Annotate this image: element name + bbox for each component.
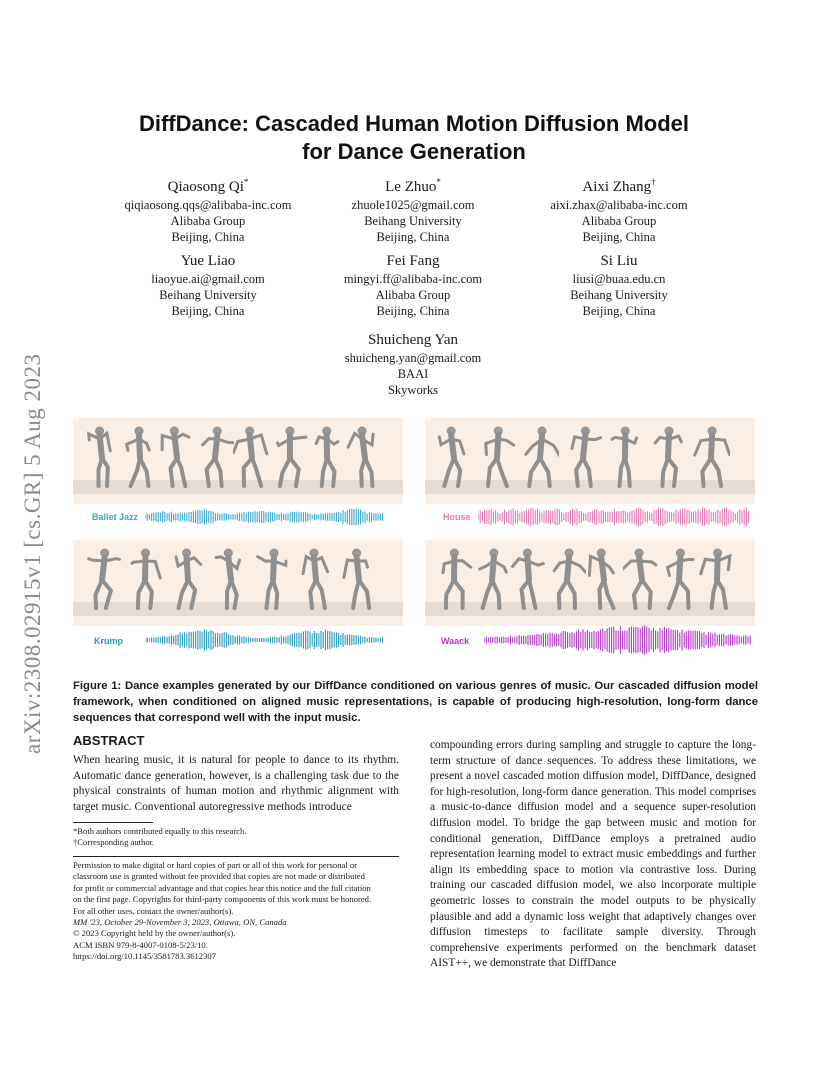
dancer-figure bbox=[126, 546, 164, 617]
permission-line: For all other uses, contact the owner/author(s). bbox=[73, 905, 234, 916]
author-card bbox=[88, 172, 328, 245]
dancer-figure bbox=[196, 424, 234, 495]
arxiv-sidebar bbox=[14, 286, 44, 756]
dancer-figure bbox=[564, 424, 602, 495]
dancer-figure bbox=[585, 546, 623, 617]
author-mark: * bbox=[436, 177, 441, 187]
permission-line: Permission to make digital or hard copies of part or all of this work for personal or bbox=[73, 860, 358, 870]
author-location: Beijing, China bbox=[376, 304, 450, 318]
author-org: Beihang University bbox=[364, 214, 462, 228]
dancer-figure bbox=[623, 546, 661, 617]
waveform-house bbox=[478, 506, 753, 528]
author-name: Shuicheng Yan bbox=[367, 332, 458, 348]
dancer-figure bbox=[606, 424, 644, 495]
author-location: Beijing, China bbox=[582, 230, 656, 244]
dancer-figure bbox=[548, 546, 586, 617]
dancer-figure bbox=[473, 546, 511, 617]
dancer-figure bbox=[521, 424, 559, 495]
author-card bbox=[499, 251, 739, 319]
arxiv-id: arXiv:2308.02915v1 [cs.GR] 5 Aug 2023 bbox=[20, 353, 45, 754]
author-name: Aixi Zhang bbox=[582, 179, 652, 195]
dance-panel-house bbox=[425, 418, 755, 504]
isbn-line: ACM ISBN 979-8-4007-0108-5/23/10. bbox=[73, 939, 208, 950]
genre-label-ballet-jazz: Ballet Jazz bbox=[92, 512, 139, 522]
author-card bbox=[293, 251, 533, 319]
dancer-figure bbox=[158, 424, 196, 495]
dancer-figure bbox=[271, 424, 309, 495]
dancer-figure bbox=[478, 424, 516, 495]
author-email: aixi.zhax@alibaba-inc.com bbox=[550, 198, 688, 212]
footnote-rule bbox=[73, 822, 153, 823]
abstract-heading: ABSTRACT bbox=[73, 733, 145, 748]
dancer-figure bbox=[435, 546, 473, 617]
dancer-figure bbox=[297, 546, 335, 617]
dance-panel-ballet-jazz bbox=[73, 418, 403, 504]
author-location: Beijing, China bbox=[582, 304, 656, 318]
author-email: zhuole1025@gmail.com bbox=[351, 198, 475, 212]
dancer-figure bbox=[340, 546, 378, 617]
author-card bbox=[88, 251, 328, 319]
doi-link[interactable]: https://doi.org/10.1145/3581783.3612307 bbox=[73, 951, 216, 962]
dancer-figure bbox=[83, 424, 121, 495]
abstract-text-left: When hearing music, it is natural for people to dance to its rhythm. Automatic dance generation, however, is a challenging task due to the physical constraints of human motion and rhythmic alignment with target music. Conventional autoregressive methods introduce bbox=[73, 754, 399, 813]
dancer-figure bbox=[308, 424, 346, 495]
footnote-corresponding: †Corresponding author. bbox=[73, 837, 155, 847]
author-location: Beijing, China bbox=[171, 230, 245, 244]
author-org: Beihang University bbox=[570, 288, 668, 302]
author-name: Qiaosong Qi bbox=[167, 179, 244, 195]
abstract-text-right: compounding errors during sampling and struggle to capture the long-term structure of dance sequences. To address these limitations, we present a novel cascaded motion diffusion model, DiffDance, designed for high-resolution, long-form dance generation. This model comprises a music-to-dance diffusion model and a sequence super-resolution diffusion model. To bridge the gap between music and motion for conditional generation, DiffDance employs a pretrained audio representation learning model to extract music embeddings and further align its embedding space to motion via contrastive loss. During training our cascaded diffusion model, we also incorporate multiple geometric losses to constrain the model outputs to be physically plausible and add a dynamic loss weight that adaptively changes over diffusion timesteps to facilitate sample diversity. Through comprehensive experiments performed on the benchmark dataset AIST++, we demonstrate that DiffDance bbox=[430, 739, 756, 970]
permission-line: classroom use is granted without fee provided that copies are not made or distributed bbox=[73, 871, 365, 882]
waveform-krump bbox=[145, 628, 385, 652]
author-mark: † bbox=[651, 177, 656, 187]
dancer-figure bbox=[254, 546, 292, 617]
author-location: Beijing, China bbox=[376, 230, 450, 244]
author-card bbox=[293, 330, 533, 398]
dancer-figure bbox=[510, 546, 548, 617]
author-email: shuicheng.yan@gmail.com bbox=[344, 351, 482, 365]
dancer-figure bbox=[649, 424, 687, 495]
genre-label-house: House bbox=[443, 512, 471, 522]
permission-block bbox=[73, 860, 403, 963]
dancer-figure bbox=[692, 424, 730, 495]
dancer-figure bbox=[83, 546, 121, 617]
dancer-figure bbox=[698, 546, 736, 617]
dancer-figure bbox=[121, 424, 159, 495]
genre-label-krump: Krump bbox=[94, 636, 123, 646]
author-location: Beijing, China bbox=[171, 304, 245, 318]
author-mark: * bbox=[243, 177, 249, 187]
dancer-figure bbox=[169, 546, 207, 617]
dance-panel-waack bbox=[425, 540, 755, 626]
author-email: liusi@buaa.edu.cn bbox=[572, 272, 666, 286]
author-org: Alibaba Group bbox=[170, 214, 246, 228]
author-org: Alibaba Group bbox=[581, 214, 657, 228]
dance-panel-krump bbox=[73, 540, 403, 626]
genre-label-waack: Waack bbox=[441, 636, 470, 646]
permission-line: for profit or commercial advantage and that copies bear this notice and the full citation bbox=[73, 882, 371, 893]
title-line-1: DiffDance: Cascaded Human Motion Diffusion Model bbox=[138, 111, 690, 136]
dancer-figure bbox=[346, 424, 384, 495]
waveform-ballet-jazz bbox=[145, 506, 385, 528]
permission-rule bbox=[73, 856, 399, 857]
dancer-figure bbox=[435, 424, 473, 495]
dancer-figure bbox=[212, 546, 250, 617]
dancer-figure bbox=[660, 546, 698, 617]
author-name: Le Zhuo bbox=[385, 179, 437, 195]
venue-line: MM '23, October 29-November 3, 2023, Ottawa, ON, Canada bbox=[73, 917, 287, 928]
figure-caption: Figure 1: Dance examples generated by our DiffDance conditioned on various genres of music. Our cascaded diffusion model framework, when conditioned on aligned music representations, is capable of producing high-resolution, long-form dance sequences that correspond well with the input music. bbox=[73, 680, 758, 724]
author-name: Si Liu bbox=[600, 253, 638, 269]
author-org: Alibaba Group bbox=[375, 288, 451, 302]
copyright-line: © 2023 Copyright held by the owner/author(s). bbox=[73, 928, 236, 939]
author-email: mingyi.ff@alibaba-inc.com bbox=[343, 272, 483, 286]
author-org: BAAI bbox=[397, 367, 429, 381]
waveform-waack bbox=[484, 624, 754, 656]
author-card bbox=[293, 172, 533, 245]
author-name: Fei Fang bbox=[386, 253, 440, 269]
title-line-2: for Dance Generation bbox=[302, 139, 526, 164]
author-org: Beihang University bbox=[159, 288, 257, 302]
author-name: Yue Liao bbox=[180, 253, 236, 269]
author-card bbox=[499, 172, 739, 245]
dancer-figure bbox=[233, 424, 271, 495]
footnote-equal-contribution: *Both authors contributed equally to this research. bbox=[73, 826, 247, 836]
paper-title bbox=[80, 110, 748, 166]
author-location: Skyworks bbox=[387, 383, 438, 397]
author-email: liaoyue.ai@gmail.com bbox=[151, 272, 265, 286]
author-email: qiqiaosong.qqs@alibaba-inc.com bbox=[124, 198, 292, 212]
permission-line: on the first page. Copyrights for third-party components of this work must be honored. bbox=[73, 894, 372, 905]
